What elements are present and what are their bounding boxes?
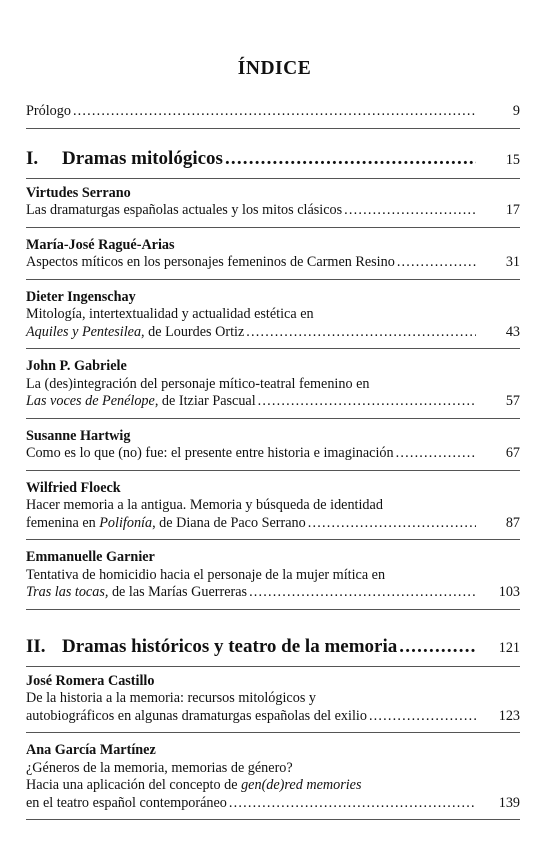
dot-leader: [258, 393, 476, 411]
dot-leader: [246, 324, 476, 342]
divider: [26, 227, 520, 228]
page-number: 9: [512, 103, 520, 119]
dot-leader: [308, 515, 476, 533]
entry-title-line: Hacer memoria a la antigua. Memoria y búsqueda de identidad: [26, 497, 383, 513]
dot-leader: [225, 148, 476, 170]
entry-final-row: [26, 202, 520, 220]
page-number: 103: [498, 584, 520, 600]
part-name: Dramas mitológicos: [62, 147, 223, 169]
page-number: 57: [505, 393, 520, 409]
entry-title-line: ¿Géneros de la memoria, memorias de género?: [26, 759, 293, 776]
divider: [26, 418, 520, 419]
part-name: Dramas históricos y teatro de la memoria: [62, 635, 398, 657]
divider: [26, 539, 520, 540]
dot-leader: [344, 202, 476, 220]
toc-entry: [26, 480, 520, 541]
page-number: 15: [505, 151, 520, 168]
prologue-row: [26, 103, 520, 121]
entry-title-line: [26, 777, 520, 795]
entry-final-row: [26, 708, 520, 726]
entry-title: [26, 324, 244, 342]
page-number: 43: [505, 323, 520, 340]
entry-author: José Romera Castillo: [26, 672, 155, 689]
divider: [26, 128, 520, 129]
toc-entry: [26, 358, 520, 419]
page-number: 139: [498, 794, 520, 811]
entry-final-row: [26, 795, 520, 813]
divider: [26, 609, 520, 610]
entry-author: Wilfried Floeck: [26, 479, 121, 496]
divider: [26, 819, 520, 820]
divider: [26, 178, 520, 179]
toc-entry: [26, 428, 520, 471]
divider: [26, 732, 520, 733]
entry-text-end: , de Diana de Paco Serrano: [152, 514, 306, 531]
divider: [26, 666, 520, 667]
entry-author: John P. Gabriele: [26, 358, 127, 374]
entry-text: Las dramaturgas españolas actuales y los mitos clásicos: [26, 202, 343, 218]
dot-leader: [369, 708, 476, 726]
entry-text: Aspectos míticos en los personajes femeninos de Carmen Resino: [26, 254, 395, 270]
entry-title: [26, 393, 256, 411]
parts-container: [26, 148, 520, 821]
entry-title: [26, 202, 342, 220]
entry-title-line: De la historia a la memoria: recursos mitológicos y: [26, 690, 316, 706]
table-of-contents: [26, 103, 520, 820]
entry-author: Virtudes Serrano: [26, 184, 131, 201]
entry-italic-title: Aquiles y Pentesilea: [26, 323, 142, 340]
page-title: ÍNDICE: [237, 58, 312, 79]
entry-final-row: [26, 515, 520, 533]
entry-text: femenina en: [26, 514, 100, 531]
page-number: 67: [505, 445, 520, 461]
page-number: 31: [505, 254, 520, 270]
entry-author: Ana García Martínez: [26, 742, 156, 758]
toc-entry: [26, 185, 520, 228]
part-heading: [26, 636, 520, 659]
entry-text: Hacia una aplicación del concepto de: [26, 777, 242, 793]
entry-author: María-José Ragué-Arias: [26, 236, 175, 253]
dot-leader: [397, 254, 476, 272]
entry-text-end: , de Itziar Pascual: [154, 393, 256, 409]
entry-author: Emmanuelle Garnier: [26, 549, 155, 565]
entry-text: en el teatro español contemporáneo: [26, 794, 227, 811]
dot-leader: [249, 584, 476, 602]
entry-final-row: [26, 324, 520, 342]
dot-leader: [73, 103, 476, 121]
entry-author: Susanne Hartwig: [26, 427, 131, 444]
dot-leader: [229, 795, 476, 813]
entry-title: [26, 445, 394, 463]
entry-italic-title: Tras las tocas,: [26, 584, 109, 600]
page-number: 87: [505, 514, 520, 531]
entry-author: Dieter Ingenschay: [26, 288, 136, 305]
toc-entry: [26, 742, 520, 820]
dot-leader: [396, 445, 476, 463]
part-heading: [26, 148, 520, 171]
entry-text: Como es lo que (no) fue: el presente entre historia e imaginación: [26, 445, 394, 461]
entry-italic-title: Las voces de Penélope: [26, 393, 155, 409]
page-number: 121: [498, 639, 520, 656]
divider: [26, 470, 520, 471]
toc-entry: [26, 289, 520, 350]
page-number: 123: [498, 707, 520, 724]
entry-title-line: Mitología, intertextualidad y actualidad estética en: [26, 306, 314, 322]
entry-final-row: [26, 584, 520, 602]
toc-entry: [26, 549, 520, 610]
part-number: II.: [26, 635, 46, 657]
toc-entry: [26, 237, 520, 280]
entry-title: [26, 795, 227, 813]
entry-title: [26, 515, 306, 533]
part-title: [26, 148, 223, 170]
entry-text: autobiográficos en algunas dramaturgas españolas del exilio: [26, 707, 367, 724]
entry-title: [26, 708, 367, 726]
divider: [26, 348, 520, 349]
entry-title: [26, 254, 395, 272]
page-number: 17: [505, 202, 520, 218]
entry-text-end: , de Lourdes Ortiz: [141, 323, 245, 340]
part-number: I.: [26, 147, 39, 169]
entry-italic-title: gen(de)red memories: [241, 777, 362, 793]
prologue-title: Prólogo: [26, 103, 71, 119]
toc-entry: [26, 673, 520, 734]
divider: [26, 279, 520, 280]
entry-final-row: [26, 393, 520, 411]
entry-text-end: de las Marías Guerreras: [108, 584, 248, 600]
dot-leader: [399, 636, 476, 658]
part-title: [26, 636, 397, 658]
entry-final-row: [26, 445, 520, 463]
entry-final-row: [26, 254, 520, 272]
entry-title-line: La (des)integración del personaje mítico-teatral femenino en: [26, 375, 370, 392]
entry-title-line: Tentativa de homicidio hacia el personaje de la mujer mítica en: [26, 566, 386, 583]
entry-italic-title: Polifonía: [99, 514, 153, 531]
entry-title: [26, 584, 247, 602]
